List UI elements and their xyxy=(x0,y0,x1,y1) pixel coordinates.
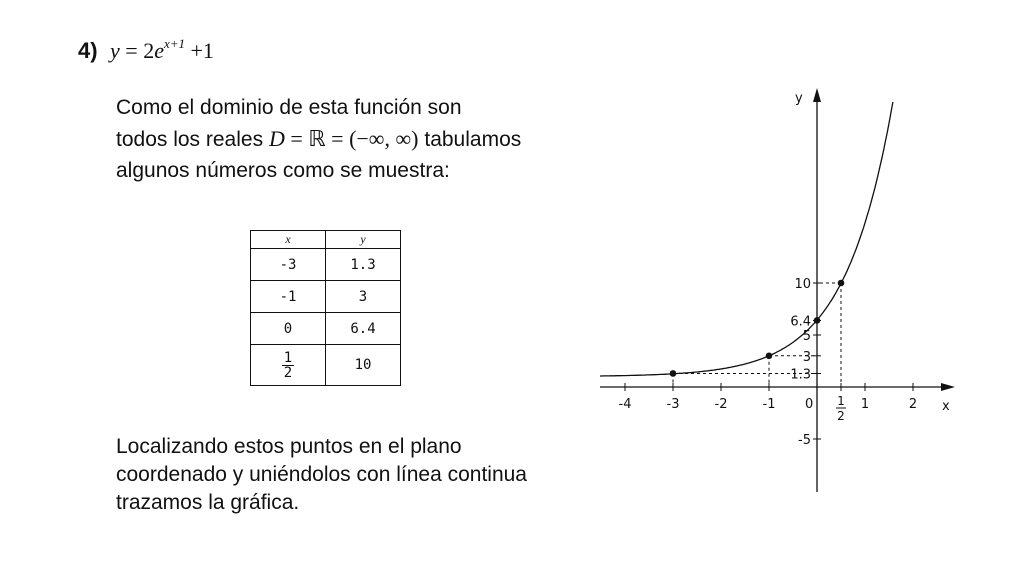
x-tick-label: -3 xyxy=(666,397,680,412)
formula-exponent: x+1 xyxy=(163,36,185,51)
formula-coefficient: 2 xyxy=(143,38,155,63)
data-point xyxy=(814,317,821,324)
formula-lhs: y xyxy=(110,38,120,63)
values-table xyxy=(250,230,401,386)
problem-number: 4) xyxy=(78,38,98,63)
intro-line-2-pre: todos los reales xyxy=(116,128,264,151)
y-tick-label: 3 xyxy=(802,349,811,365)
formula-base: e xyxy=(154,38,164,63)
y-tick-label: 1.3 xyxy=(790,367,811,383)
table-row xyxy=(251,313,401,345)
conclusion-paragraph xyxy=(116,433,527,517)
function-formula xyxy=(110,36,214,64)
intro-line-2 xyxy=(116,123,521,155)
x-axis-arrow xyxy=(941,383,955,391)
x-tick-label: 1 xyxy=(860,397,870,412)
x-tick-label: -1 xyxy=(762,397,776,412)
y-tick-label: -5 xyxy=(798,433,811,448)
table-header-y: y xyxy=(326,231,401,249)
intro-line-3: algunos números como se muestra: xyxy=(116,159,450,182)
table-cell-y: 1.3 xyxy=(326,249,401,281)
table-cell-x xyxy=(251,345,326,386)
x-tick-label: 0 xyxy=(805,397,814,412)
data-point xyxy=(838,280,845,287)
function-graph xyxy=(590,80,965,500)
y-axis-arrow xyxy=(813,88,821,102)
conclusion-line-3: trazamos la gráfica. xyxy=(116,491,300,514)
table-cell-x: -1 xyxy=(251,281,326,313)
domain-interval: (−∞, ∞) xyxy=(349,126,419,151)
domain-reals: = ℝ = xyxy=(284,126,350,151)
table-cell-y: 3 xyxy=(326,281,401,313)
formula-equals: = xyxy=(125,38,138,63)
fraction-denominator: 2 xyxy=(283,364,293,381)
data-point xyxy=(670,370,677,377)
x-tick-half-denominator: 2 xyxy=(837,409,845,423)
domain-expression xyxy=(269,126,419,151)
table-row xyxy=(251,281,401,313)
data-point xyxy=(766,353,773,360)
table-row xyxy=(251,249,401,281)
y-axis-label: y xyxy=(795,91,803,106)
table-cell-x: 0 xyxy=(251,313,326,345)
x-tick-label: -4 xyxy=(618,397,632,412)
x-axis-label: x xyxy=(942,399,950,414)
y-tick-label: 5 xyxy=(802,329,811,344)
table-header-x: x xyxy=(251,231,326,249)
function-curve xyxy=(600,102,893,376)
y-tick-label: 10 xyxy=(794,277,811,292)
fraction-numerator: 1 xyxy=(283,349,293,366)
fraction-one-half xyxy=(282,351,294,380)
table-cell-x: -3 xyxy=(251,249,326,281)
formula-constant: +1 xyxy=(190,38,214,63)
domain-symbol: D xyxy=(268,126,285,151)
table-cell-y: 6.4 xyxy=(326,313,401,345)
x-tick-label: 2 xyxy=(908,397,918,412)
table-row xyxy=(251,345,401,386)
table-header-row xyxy=(251,231,401,249)
x-tick-label: -2 xyxy=(714,397,728,412)
conclusion-line-2: coordenado y uniéndolos con línea continua xyxy=(116,463,527,486)
table-cell-y: 10 xyxy=(326,345,401,386)
x-tick-half-numerator: 1 xyxy=(837,394,845,408)
intro-paragraph xyxy=(116,92,521,186)
intro-line-2-post: tabulamos xyxy=(424,128,522,151)
y-tick-label: 6.4 xyxy=(790,314,811,330)
intro-line-1: Como el dominio de esta función son xyxy=(116,96,462,119)
conclusion-line-1: Localizando estos puntos en el plano xyxy=(116,435,462,458)
